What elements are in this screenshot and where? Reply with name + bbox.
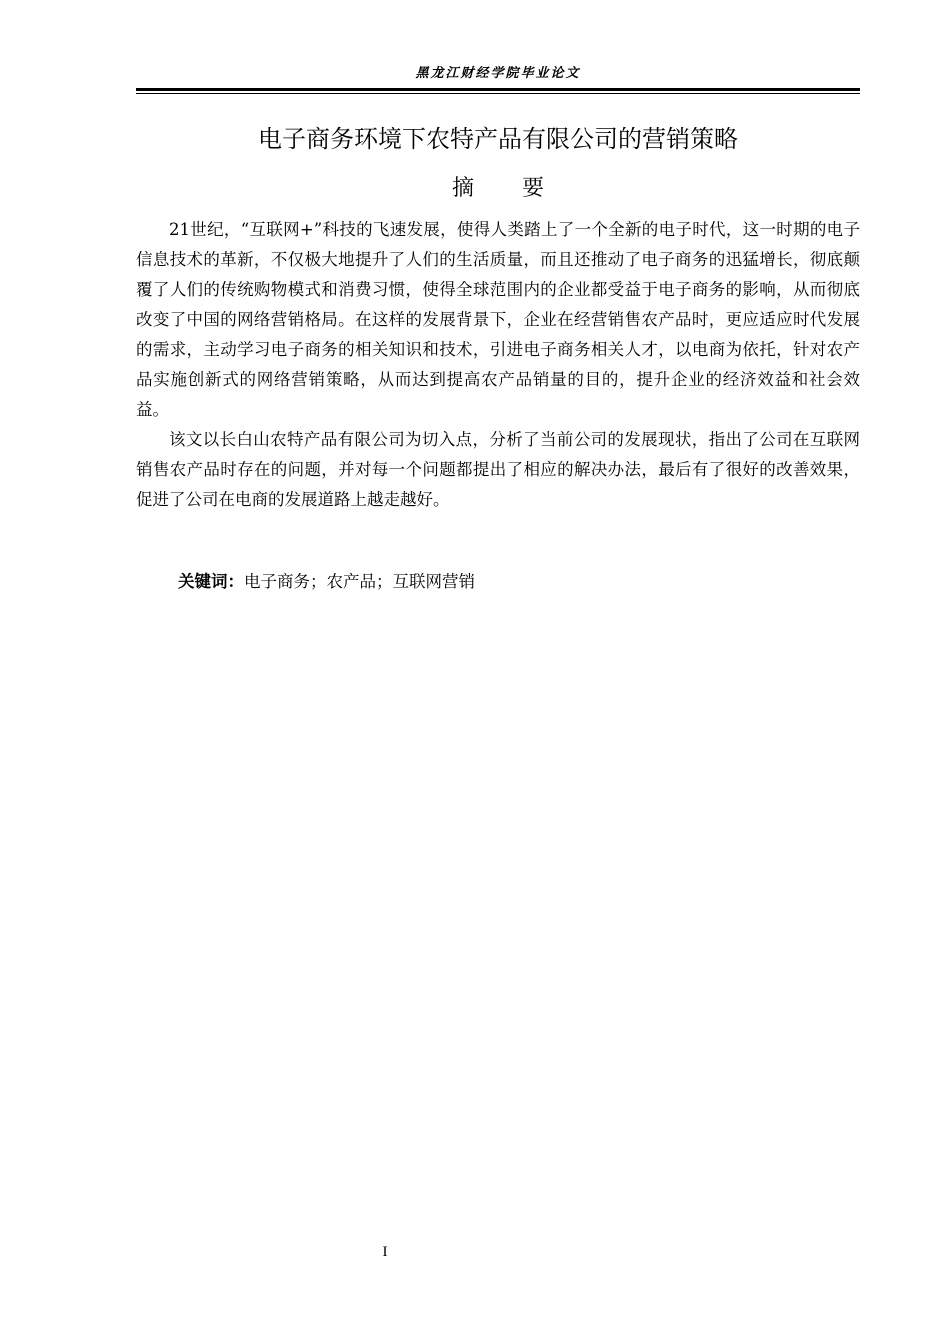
abstract-paragraph: 21世纪，“互联网+”科技的飞速发展，使得人类踏上了一个全新的电子时代，这一时期的电子信息技术的革新，不仅极大地提升了人们的生活质量，而且还推动了电子商务的迅猛增长，彻底颠覆了人们的传统购物模式和消费习惯，使得全球范围内的企业都受益于电子商务的影响，从而彻底改变了中国的网络营销格局。在这样的发展背景下，企业在经营销售农产品时，更应适应时代发展的需求，主动学习电子商务的相关知识和技术，引进电子商务相关人才，以电商为依托，针对农产品实施创新式的网络营销策略，从而达到提高农产品销量的目的，提升企业的经济效益和社会效益。: [136, 220, 860, 419]
page-header: [136, 64, 860, 84]
keywords-value: 电子商务；农产品；互联网营销: [244, 572, 475, 591]
document-title: 电子商务环境下农特产品有限公司的营销策略: [258, 125, 738, 153]
page-number: I: [382, 1244, 388, 1260]
abstract-body: [136, 215, 860, 515]
header-rule-thick: [136, 88, 860, 91]
abstract-paragraph: 该文以长白山农特产品有限公司为切入点，分析了当前公司的发展现状，指出了公司在互联网销售农产品时存在的问题，并对每一个问题都提出了相应的解决办法，最后有了很好的改善效果，促进了公司在电商的发展道路上越走越好。: [136, 430, 860, 509]
header-title: 黑龙江财经学院毕业论文: [415, 66, 581, 81]
keywords-label: 关键词：: [178, 572, 244, 591]
abstract-heading: 摘要: [451, 176, 592, 201]
keywords-line: [178, 567, 475, 597]
header-rule-thin: [136, 93, 860, 94]
